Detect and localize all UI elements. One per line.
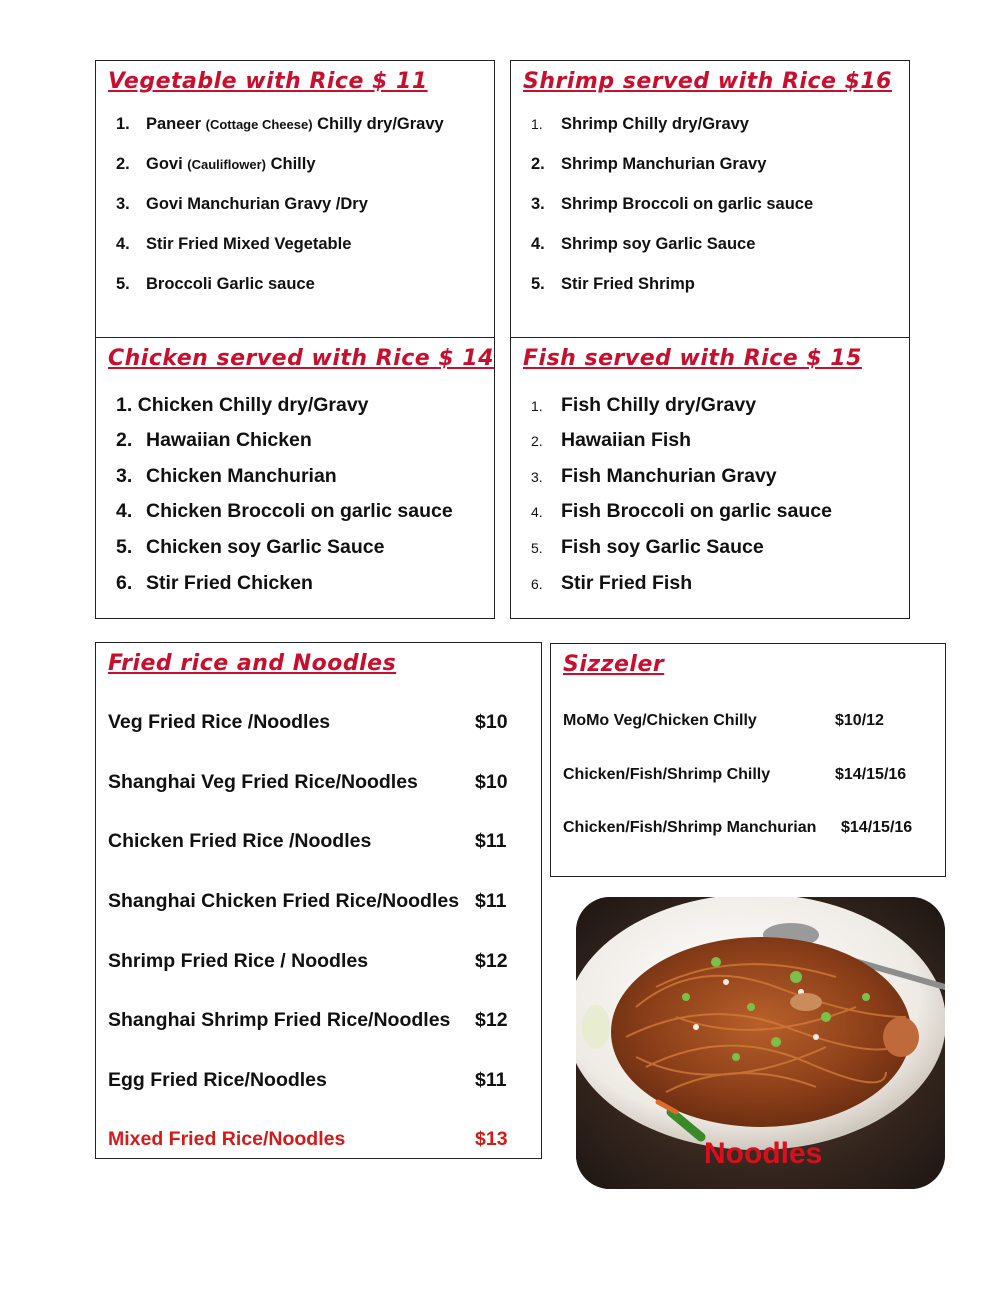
list-item: 2. Hawaiian Fish <box>531 429 692 451</box>
photo-caption: Noodles <box>704 1137 823 1170</box>
menu-row: Chicken/Fish/Shrimp Manchurian $14/15/16 <box>563 819 913 836</box>
list-item: 3. Fish Manchurian Gravy <box>531 465 777 487</box>
vegetable-section <box>95 60 495 340</box>
sizzler-title: Sizzeler <box>563 652 665 677</box>
list-item: 1. Paneer (Cottage Cheese) Chilly dry/Gravy <box>116 115 444 133</box>
list-item: 2. Hawaiian Chicken <box>116 429 312 451</box>
list-item: 4. Stir Fried Mixed Vegetable <box>116 235 352 253</box>
menu-row: Chicken/Fish/Shrimp Chilly $14/15/16 <box>563 766 907 783</box>
vegetable-title: Vegetable with Rice $ 11 <box>108 69 428 94</box>
list-item: 3. Chicken Manchurian <box>116 465 337 487</box>
fish-section <box>510 337 910 619</box>
list-item: 4. Shrimp soy Garlic Sauce <box>531 235 756 253</box>
noodles-photo <box>576 897 945 1189</box>
list-item: 5. Fish soy Garlic Sauce <box>531 536 764 558</box>
menu-row: MoMo Veg/Chicken Chilly $10/12 <box>563 712 884 729</box>
list-item: 2. Shrimp Manchurian Gravy <box>531 155 767 173</box>
menu-row: Shrimp Fried Rice / Noodles $12 <box>108 950 508 972</box>
fried-rice-section <box>95 642 542 1159</box>
chicken-section <box>95 337 495 619</box>
shrimp-title: Shrimp served with Rice $16 <box>523 69 892 94</box>
list-item: 3. Shrimp Broccoli on garlic sauce <box>531 195 814 213</box>
menu-row: Shanghai Veg Fried Rice/Noodles $10 <box>108 771 508 793</box>
list-item: 3. Govi Manchurian Gravy /Dry <box>116 195 368 213</box>
list-item: 1. Shrimp Chilly dry/Gravy <box>531 115 749 133</box>
list-item: 5. Chicken soy Garlic Sauce <box>116 536 385 558</box>
list-item: 4. Chicken Broccoli on garlic sauce <box>116 500 453 522</box>
menu-row: Egg Fried Rice/Noodles $11 <box>108 1069 507 1091</box>
list-item: 1. Chicken Chilly dry/Gravy <box>116 394 369 416</box>
shrimp-section <box>510 60 910 340</box>
fish-title: Fish served with Rice $ 15 <box>523 346 862 371</box>
list-item: 6. Stir Fried Chicken <box>116 572 313 594</box>
list-item: 4. Fish Broccoli on garlic sauce <box>531 500 832 522</box>
chicken-title: Chicken served with Rice $ 14 <box>108 346 494 371</box>
list-item: 6. Stir Fried Fish <box>531 572 693 594</box>
menu-row: Shanghai Chicken Fried Rice/Noodles $11 <box>108 890 507 912</box>
sizzler-section <box>550 643 946 877</box>
fried-rice-title: Fried rice and Noodles <box>108 651 397 676</box>
list-item: 5. Stir Fried Shrimp <box>531 275 695 293</box>
menu-row: Chicken Fried Rice /Noodles $11 <box>108 830 507 852</box>
list-item: 1. Fish Chilly dry/Gravy <box>531 394 757 416</box>
list-item: 5. Broccoli Garlic sauce <box>116 275 315 293</box>
list-item: 2. Govi (Cauliflower) Chilly <box>116 155 316 173</box>
menu-row: Shanghai Shrimp Fried Rice/Noodles $12 <box>108 1009 508 1031</box>
menu-row-highlight: Mixed Fried Rice/Noodles $13 <box>108 1128 508 1150</box>
menu-row: Veg Fried Rice /Noodles $10 <box>108 711 508 733</box>
